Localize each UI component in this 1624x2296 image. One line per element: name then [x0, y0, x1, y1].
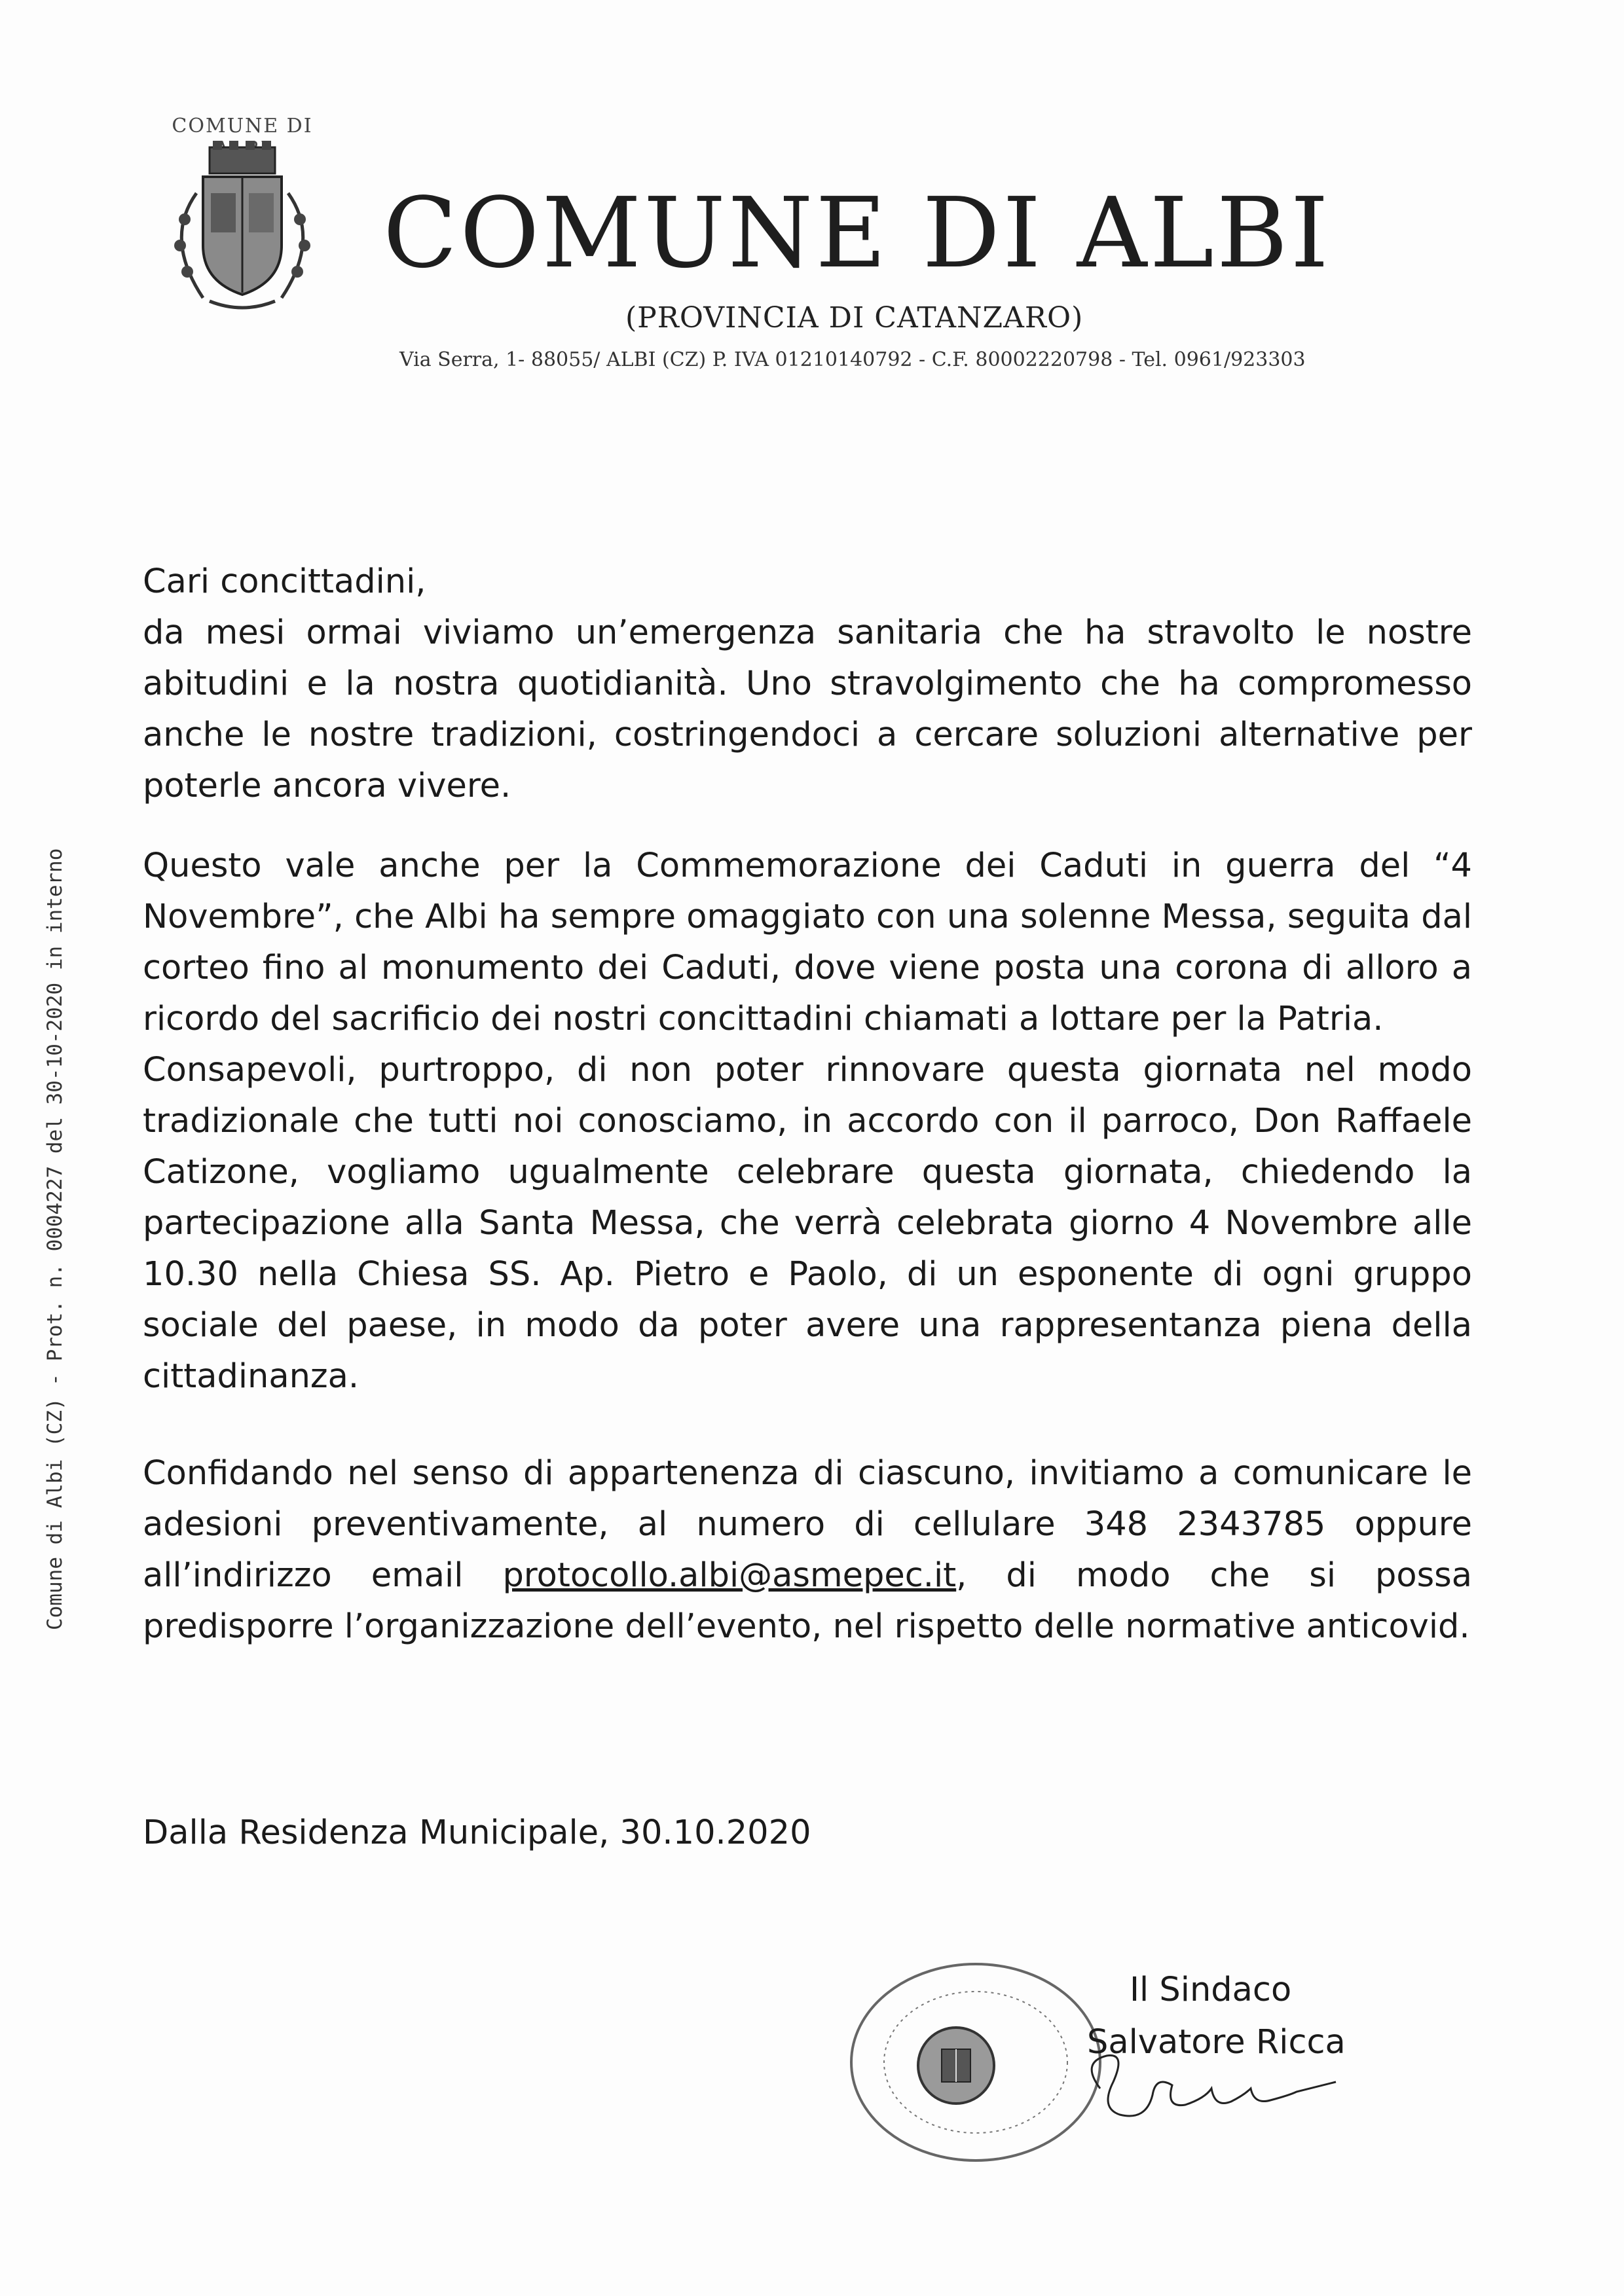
signer-role: Il Sindaco: [1130, 1971, 1292, 2009]
letterhead-title: COMUNE DI ALBI: [383, 177, 1331, 289]
paragraph-2: Questo vale anche per la Commemorazione dei Caduti in guerra del “4 Novembre”, che Albi ha sempre omaggiato con una solenne Messa, seguita dal corteo fino al monumento dei Caduti, dove viene posta una corona di alloro a ricordo del sacrificio dei nostri concittadini chiamati a lottare per la Patria.: [143, 847, 1472, 1038]
date-line: Dalla Residenza Municipale, 30.10.2020: [143, 1813, 811, 1852]
paragraph-1: da mesi ormai viviamo un’emergenza sanitaria che ha stravolto le nostre abitudini e la nostra quotidianità. Uno stravolgimento che ha compromesso anche le nostre tradizioni, costringendoci a cercare soluzioni alternative per poterle ancora vivere.: [143, 613, 1472, 805]
crest-motto: COMUNE DI: [172, 115, 313, 137]
paragraph-4-text-end: , di modo che si possa predisporre l’organizzazione dell’evento, nel rispetto delle normative anticovid.: [143, 1556, 1472, 1646]
greeting: Cari concittadini,: [143, 562, 426, 601]
paragraph-4-text-start: Confidando nel senso di appartenenza di ciascuno, invitiamo a comunicare le adesioni preventivamente, al numero di cellulare 348 2343785 oppure all’indirizzo email: [143, 1454, 1472, 1595]
paragraph-3: Consapevoli, purtroppo, di non poter rinnovare questa giornata nel modo tradizionale che tutti noi conosciamo, in accordo con il parroco, Don Raffaele Catizone, vogliamo ugualmente celebrare questa giornata, chiedendo la partecipazione alla Santa Messa, che verrà celebrata giorno 4 Novembre alle 10.30 nella Chiesa SS. Ap. Pietro e Paolo, di un esponente di ogni gruppo sociale del paese, in modo da poter avere una rappresentanza piena della cittadinanza.: [143, 1051, 1472, 1396]
official-seal-icon: [845, 1958, 1107, 2174]
letterhead-province: (PROVINCIA DI CATANZARO): [625, 301, 1084, 335]
protocol-stamp: Comune di Albi (CZ) - Prot. n. 0004227 del 30-10-2020 in interno: [43, 848, 67, 1630]
crest-emblem-icon: [144, 141, 341, 318]
letter-body: [143, 556, 1472, 1652]
signer-name: Salvatore Ricca: [1087, 2023, 1346, 2062]
municipal-crest: [144, 115, 341, 324]
email-link[interactable]: protocollo.albi@asmepec.it: [502, 1556, 957, 1595]
handwritten-signature-icon: [1074, 2036, 1349, 2134]
letterhead-address: Via Serra, 1- 88055/ ALBI (CZ) P. IVA 01210140792 - C.F. 80002220798 - Tel. 0961/923303: [399, 348, 1306, 371]
paragraph-4: [143, 1448, 1472, 1652]
